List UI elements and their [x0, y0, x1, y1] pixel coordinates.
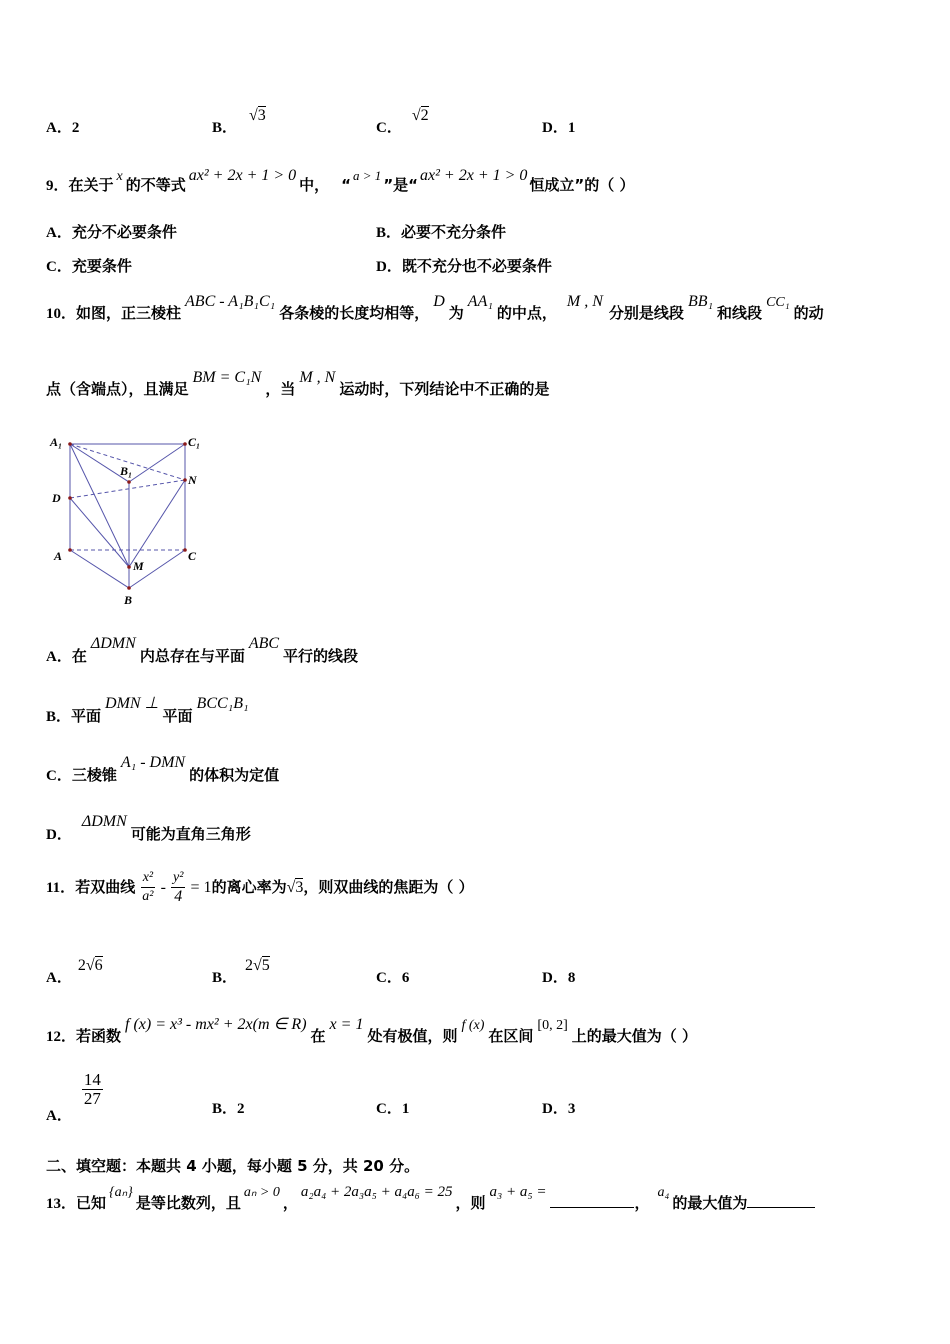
label-b1: B₁: [120, 464, 133, 478]
stem-text: ，则双曲线的焦距为（ ）: [303, 878, 474, 896]
label-m: M: [133, 559, 144, 573]
q13-stem: [46, 1180, 815, 1212]
q10-option-a: [46, 632, 359, 665]
label-b: B: [124, 593, 133, 607]
math-plane: ABC: [248, 635, 280, 652]
q8-option-b: [212, 104, 266, 136]
math-function: f (x) = x³ - mx² + 2x(m ∈ R): [125, 1016, 307, 1033]
q12-option-b: [212, 1097, 245, 1118]
math-sequence: {aₙ}: [109, 1185, 133, 1200]
math-var: a₄: [657, 1185, 670, 1200]
q12-option-d: [542, 1097, 575, 1118]
option-label: D．: [376, 259, 402, 275]
math-radicand: 5: [261, 957, 270, 974]
sqrt-icon: √: [249, 107, 258, 124]
option-text: 平面: [162, 707, 193, 725]
fraction-y2-4: [171, 869, 185, 906]
option-text: 内总存在与平面: [139, 647, 245, 665]
q8-option-c: [376, 104, 429, 136]
q8-option-d: [542, 116, 575, 137]
math-condition: a > 1: [353, 168, 382, 183]
numerator: 14: [83, 1070, 101, 1089]
stem-text: 若双曲线: [75, 878, 136, 896]
stem-text: 处有极值，则: [367, 1027, 458, 1045]
option-label: C．: [376, 120, 402, 136]
stem-text: ，: [282, 1194, 298, 1212]
q11-option-a: [46, 954, 103, 986]
math-equation: BM = C₁N: [192, 369, 262, 386]
stem-text: ，: [634, 1194, 650, 1212]
math-prism: ABC - A₁B₁C₁: [185, 293, 276, 310]
question-number: 9．: [46, 178, 69, 194]
option-label: B．: [376, 225, 402, 241]
stem-text: 运动时，下列结论中不正确的是: [339, 380, 550, 398]
sqrt-icon: √: [411, 107, 421, 124]
math-function: f (x): [461, 1018, 485, 1033]
stem-text: 和线段: [717, 304, 763, 322]
option-label: C．: [376, 1101, 402, 1117]
question-number: 12．: [46, 1029, 77, 1045]
math-equation: a₂a₄ + 2a₃a₅ + a₄a₆ = 25: [300, 1184, 453, 1200]
option-label: A．: [46, 970, 72, 986]
q9-option-c: [46, 255, 132, 276]
q12-stem: [46, 1013, 697, 1045]
q11-option-b: [212, 954, 270, 986]
option-label: C．: [376, 970, 402, 986]
option-label: A．: [46, 649, 72, 665]
math-plane: DMN ⊥: [105, 695, 159, 712]
math-plane: BCC₁B₁: [196, 695, 249, 712]
stem-text: 的不等式: [125, 176, 186, 194]
label-a1: A₁: [50, 435, 63, 449]
fraction-14-27: [82, 1071, 103, 1108]
stem-text: ”是: [383, 176, 409, 194]
q10-option-c: [46, 751, 280, 784]
math-op: -: [160, 879, 166, 896]
math-triangle: ΔDMN: [81, 813, 127, 830]
question-number: 13．: [46, 1196, 77, 1212]
option-text: 必要不充分条件: [401, 223, 507, 241]
stem-text: 在关于: [68, 176, 114, 194]
math-equation: x = 1: [329, 1016, 364, 1033]
stem-text: 的中点，: [496, 304, 557, 322]
q11-option-d: [542, 966, 575, 987]
section-heading: 二、填空题：本题共 4 小题，每小题 5 分，共 20 分。: [46, 1157, 420, 1175]
math-segment: BB₁: [687, 293, 714, 310]
denominator: 4: [174, 888, 183, 905]
stem-text: 分别是线段: [608, 304, 684, 322]
question-number: 10．: [46, 306, 77, 322]
stem-text: 在: [310, 1027, 326, 1045]
option-text: 可能为直角三角形: [130, 825, 251, 843]
label-d: D: [52, 491, 61, 505]
option-label: D．: [542, 970, 568, 986]
label-c: C: [188, 549, 197, 563]
label-c1: C₁: [188, 435, 201, 449]
q10-option-d: [46, 810, 251, 843]
stem-text: 各条棱的长度均相等，: [279, 304, 430, 322]
math-coef: 2: [77, 957, 86, 974]
stem-text: 的动: [793, 304, 824, 322]
q11-stem: [46, 869, 474, 906]
option-value: 2: [71, 120, 80, 136]
label-n: N: [188, 473, 197, 487]
q8-option-a: [46, 116, 79, 137]
q11-option-c: [376, 966, 409, 987]
line-dm: [70, 498, 129, 567]
option-value: 8: [567, 970, 576, 986]
stem-text: 已知: [76, 1194, 107, 1212]
math-equation: = 1: [190, 879, 212, 896]
option-text: 平面: [71, 707, 102, 725]
answer-blank-2[interactable]: [747, 1193, 815, 1208]
option-label: D．: [542, 1101, 568, 1117]
q10-stem-line2: [46, 366, 550, 398]
option-value: 1: [401, 1101, 410, 1117]
option-text: 平行的线段: [283, 647, 359, 665]
math-condition: aₙ > 0: [243, 1185, 280, 1200]
math-interval: [0, 2]: [537, 1018, 568, 1033]
option-text: 三棱锥: [71, 766, 117, 784]
option-text: 的体积为定值: [189, 766, 280, 784]
math-inequality: ax² + 2x + 1 > 0: [188, 167, 297, 184]
stem-text: 在区间: [488, 1027, 534, 1045]
option-label: C．: [46, 259, 72, 275]
fraction-x2-a2: [140, 869, 155, 906]
stem-text: 中，: [299, 176, 330, 194]
q12-option-a: [46, 1070, 103, 1124]
math-segment: AA₁: [467, 293, 493, 310]
q12-option-c: [376, 1097, 409, 1118]
math-expression: a₃ + a₅ =: [489, 1184, 547, 1200]
math-coef: 2: [245, 957, 254, 974]
option-value: 3: [567, 1101, 576, 1117]
stem-text: “: [408, 176, 419, 194]
option-text: 既不充分也不必要条件: [401, 257, 552, 275]
denominator: a²: [142, 889, 154, 904]
q10-option-b: [46, 692, 253, 725]
q9-stem: [46, 164, 635, 194]
numerator: x²: [141, 869, 155, 888]
q9-option-d: [376, 255, 552, 276]
math-inequality: ax² + 2x + 1 > 0: [420, 167, 528, 184]
option-text: 在: [71, 647, 87, 665]
denominator: 27: [83, 1089, 101, 1108]
question-number: 11．: [46, 880, 76, 896]
option-label: D．: [542, 120, 568, 136]
stem-text: 的最大值为: [672, 1194, 748, 1212]
math-radicand: 3: [295, 879, 304, 896]
edge-b1c1: [129, 444, 185, 482]
math-var: M , N: [299, 369, 336, 386]
stem-text: “: [341, 176, 352, 194]
math-segment: CC₁: [766, 295, 790, 310]
q10-stem-line1: [46, 290, 824, 322]
edge-ab: [70, 550, 129, 588]
option-label: B．: [212, 120, 238, 136]
option-label: A．: [46, 225, 72, 241]
prism-figure: [44, 428, 224, 610]
stem-text: 是等比数列，且: [135, 1194, 241, 1212]
stem-text: ，则: [455, 1194, 486, 1212]
option-label: A．: [46, 1108, 72, 1124]
math-var: M , N: [566, 293, 603, 310]
option-value: 6: [401, 970, 410, 986]
stem-text: 如图，正三棱柱: [76, 304, 182, 322]
sqrt-icon: √: [286, 879, 296, 896]
math-pyramid: A₁ - DMN: [120, 754, 186, 771]
math-radicand: 6: [94, 957, 103, 974]
option-label: B．: [46, 709, 72, 725]
math-var: x: [116, 169, 123, 184]
line-mn: [129, 480, 185, 567]
stem-text: 恒成立”的（ ）: [529, 176, 635, 194]
numerator: y²: [171, 869, 185, 888]
option-text: 充分不必要条件: [71, 223, 177, 241]
label-a: A: [54, 549, 63, 563]
option-value: 1: [567, 120, 576, 136]
stem-text: 点（含端点），且满足: [46, 380, 189, 398]
answer-blank-1[interactable]: [550, 1193, 634, 1208]
stem-text: 上的最大值为（ ）: [571, 1027, 697, 1045]
option-value: 3: [257, 107, 266, 124]
stem-text: 的离心率为: [211, 878, 287, 896]
sqrt-icon: √: [253, 957, 262, 974]
option-label: B．: [212, 970, 238, 986]
stem-text: 若函数: [76, 1027, 122, 1045]
stem-text: 为: [448, 304, 464, 322]
option-label: C．: [46, 768, 72, 784]
option-value: 2: [237, 1101, 245, 1117]
option-label: A．: [46, 120, 72, 136]
q9-option-b: [376, 221, 506, 242]
math-triangle: ΔDMN: [90, 635, 136, 652]
math-var: D: [433, 293, 445, 310]
sqrt-icon: √: [85, 957, 95, 974]
stem-text: ，当: [265, 380, 296, 398]
option-label: B．: [212, 1101, 238, 1117]
option-label: D．: [46, 827, 72, 843]
option-text: 充要条件: [71, 257, 132, 275]
option-value: 2: [420, 107, 429, 124]
q9-option-a: [46, 221, 177, 242]
